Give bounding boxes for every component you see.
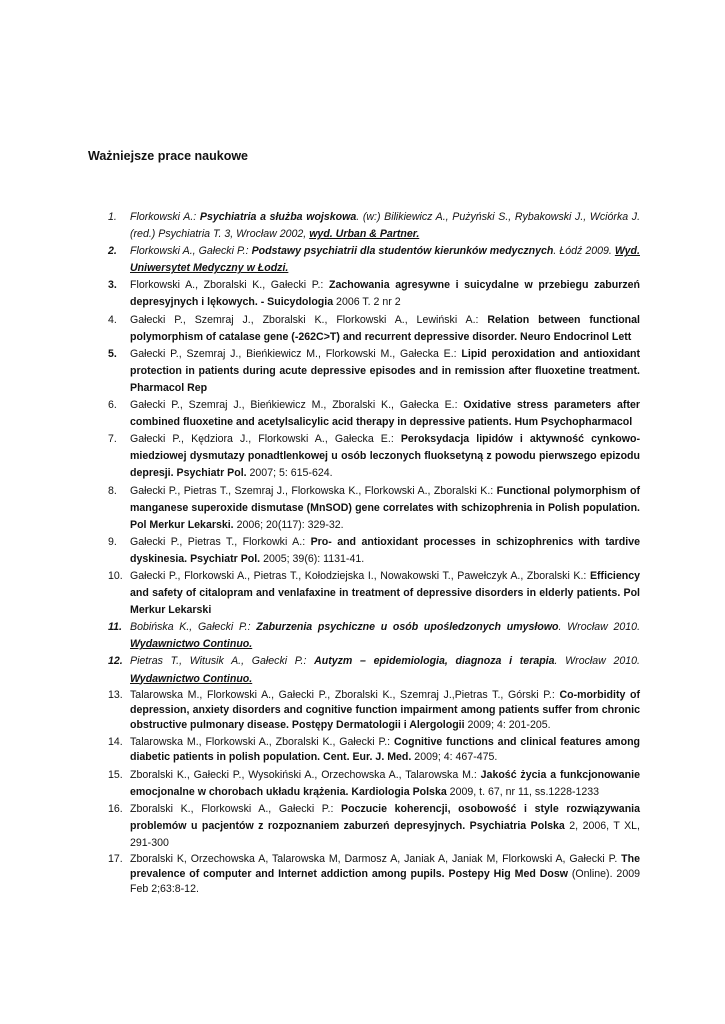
item-number: 9. [108, 535, 117, 548]
publication-item-10 [100, 568, 640, 619]
item-title: Lipid peroxidation and antioxidant protection in patients during acute depressive episodes and in remission after fluoxetine treatment. Pharmacol Rep [130, 347, 640, 394]
item-title: Psychiatria a służba wojskowa [199, 211, 357, 223]
item-title: Functional polymorphism of manganese superoxide dismutase (MnSOD) gene correlates with schizophrenia in Polish population. Pol Merkur Lekarski. [130, 484, 640, 531]
section-heading: Ważniejsze prace naukowe [88, 149, 249, 163]
item-number: 2. [108, 245, 117, 258]
publication-item-1 [100, 209, 640, 243]
item-authors: Florkowski A.: [130, 211, 200, 223]
item-number: 1. [108, 211, 117, 223]
item-title: Zaburzenia psychiczne u osób upośledzonych umysłowo [256, 621, 559, 634]
item-number: 17. [108, 853, 123, 866]
publication-item-12 [100, 653, 640, 687]
item-title: Jakość życia a funkcjonowanie emocjonalne w chorobach układu krążenia. Kardiologia Polska [130, 768, 640, 798]
item-number: 5. [108, 347, 117, 360]
item-details: 2007; 5: 615-624. [246, 467, 333, 480]
item-details: 2009; 4: 201-205. [464, 718, 551, 731]
item-authors: Gałecki P., Kędziora J., Florkowski A., Gałecka E.: [130, 433, 401, 446]
publication-item-16 [100, 801, 640, 852]
item-number: 10. [108, 569, 123, 582]
item-number: 6. [108, 399, 117, 412]
item-authors: Gałecki P., Florkowski A., Pietras T., Kołodziejska I., Nowakowski T., Pawełczyk A., Zboralski K.: [130, 569, 590, 582]
publication-item-3 [100, 277, 640, 311]
item-authors: Zboralski K, Orzechowska A, Talarowska M, Darmosz A, Janiak A, Janiak M, Florkowski A, Gałecki P. [130, 853, 622, 866]
publication-item-7 [100, 431, 640, 482]
publication-item-9 [100, 534, 640, 568]
item-title: Zachowania agresywne i suicydalne w przebiegu zaburzeń depresyjnych i lękowych. - Suicydologia [130, 279, 640, 309]
publication-list [100, 209, 640, 899]
item-title: Cognitive functions and clinical features among diabetic patients in polish population. Cent. Eur. J. Med. [130, 735, 641, 763]
item-number: 14. [108, 735, 123, 748]
item-number: 12. [108, 655, 123, 668]
publication-item-6 [100, 397, 640, 431]
item-number: 4. [108, 313, 117, 326]
item-details: 2006 T. 2 nr 2 [333, 296, 401, 309]
item-authors: Pietras T., Witusik A., Gałecki P.: [130, 655, 315, 668]
item-details: . Wrocław 2010. [554, 655, 641, 668]
item-publisher: Wydawnictwo Continuo. [130, 672, 253, 685]
publication-item-5 [100, 346, 640, 397]
publication-item-14 [100, 735, 640, 765]
item-details: 2009, t. 67, nr 11, ss.1228-1233 [446, 785, 600, 798]
item-number: 8. [108, 484, 117, 497]
item-number: 3. [108, 279, 117, 292]
publication-item-11 [100, 619, 640, 653]
item-title: Efficiency and safety of citalopram and venlafaxine in treatment of depressive disorders in elderly patients. Pol Merkur Lekarski [130, 569, 640, 617]
item-publisher: Wyd. Uniwersytet Medyczny w Łodzi. [130, 245, 640, 275]
publication-item-4 [100, 312, 640, 346]
publication-item-15 [100, 767, 640, 801]
item-details: 2006; 20(117): 329-32. [233, 518, 344, 531]
item-publisher: Wydawnictwo Continuo. [130, 638, 253, 651]
item-authors: Gałecki P., Szemraj J., Bieńkiewicz M., Zboralski K., Gałecka E.: [130, 399, 464, 412]
item-title: Relation between functional polymorphism of catalase gene (-262C>T) and recurrent depressive disorder. Neuro Endocrinol Lett [130, 313, 640, 343]
item-title: The prevalence of computer and Internet addiction among pupils. Postepy Hig Med Dosw [130, 853, 640, 881]
item-authors: Gałecki P., Szemraj J., Bieńkiewicz M., Florkowski M., Gałecka E.: [130, 347, 462, 360]
item-authors: Zboralski K., Florkowski A., Gałecki P.: [130, 802, 342, 815]
item-number: 7. [108, 433, 117, 446]
item-authors: Bobińska K., Gałecki P.: [130, 621, 257, 634]
item-details: . (w:) Bilikiewicz A., Pużyński S., Rybakowski J., Wciórka J. (red.) Psychiatria T. 3, Wrocław 2002, [130, 211, 641, 241]
item-authors: Florkowski A., Zboralski K., Gałecki P.: [130, 279, 329, 292]
item-details: (Online). 2009 Feb 2;63:8-12. [130, 868, 640, 896]
item-details: 2, 2006, T XL, 291-300 [130, 819, 641, 849]
item-title: Pro- and antioxidant processes in schizophrenics with tardive dyskinesia. Psychiatr Pol. [130, 535, 641, 565]
publication-item-8 [100, 483, 640, 534]
publication-item-13 [100, 688, 640, 733]
item-authors: Gałecki P., Pietras T., Szemraj J., Florkowska K., Florkowski A., Zboralski K.: [130, 484, 497, 497]
item-authors: Talarowska M., Florkowski A., Zboralski K., Gałecki P.: [130, 735, 394, 748]
item-authors: Gałecki P., Pietras T., Florkowki A.: [130, 535, 311, 548]
item-authors: Talarowska M., Florkowski A., Gałecki P., Zboralski K., Szemraj J.,Pietras T., Górski P.: [130, 688, 560, 701]
item-title: Podstawy psychiatrii dla studentów kierunków medycznych [251, 245, 554, 258]
item-number: 16. [108, 802, 123, 815]
item-details: 2009; 4: 467-475. [411, 750, 498, 763]
item-details: . Wrocław 2010. [558, 621, 641, 634]
item-title: Autyzm – epidemiologia, diagnoza i terapia [314, 655, 555, 668]
item-title: Peroksydacja lipidów i aktywność cynkowo-miedziowej dysmutazy ponadtlenkowej u osób leczonych fluoksetyną z powodu pierwszego epizodu depresji. Psychiatr Pol. [130, 433, 640, 480]
item-title: Oxidative stress parameters after combined fluoxetine and acetylsalicylic acid therapy in depressive patients. Hum Psychopharmacol [130, 399, 640, 429]
item-title: Co-morbidity of depression, anxiety disorders and cognitive function impairment among patients suffer from chronic obstructive pulmonary disease. Postępy Dermatologii i Alergologii [130, 688, 641, 731]
item-number: 15. [108, 768, 123, 781]
item-number: 13. [108, 688, 123, 701]
item-publisher: wyd. Urban & Partner. [309, 228, 420, 241]
publication-item-2 [100, 243, 640, 277]
item-details: . Łódź 2009. [553, 245, 615, 258]
item-number: 11. [108, 621, 122, 634]
item-authors: Gałecki P., Szemraj J., Zboralski K., Florkowski A., Lewiński A.: [130, 313, 488, 326]
item-title: Poczucie koherencji, osobowość i style rozwiązywania problemów u pacjentów z rozpoznaniem zaburzeń depresyjnych. Psychiatria Polska [130, 802, 640, 832]
item-authors: Florkowski A., Gałecki P.: [130, 245, 252, 258]
item-details: 2005; 39(6): 1131-41. [260, 552, 365, 565]
item-authors: Zboralski K., Gałecki P., Wysokiński A., Orzechowska A., Talarowska M.: [130, 768, 481, 781]
publication-item-17 [100, 852, 640, 897]
